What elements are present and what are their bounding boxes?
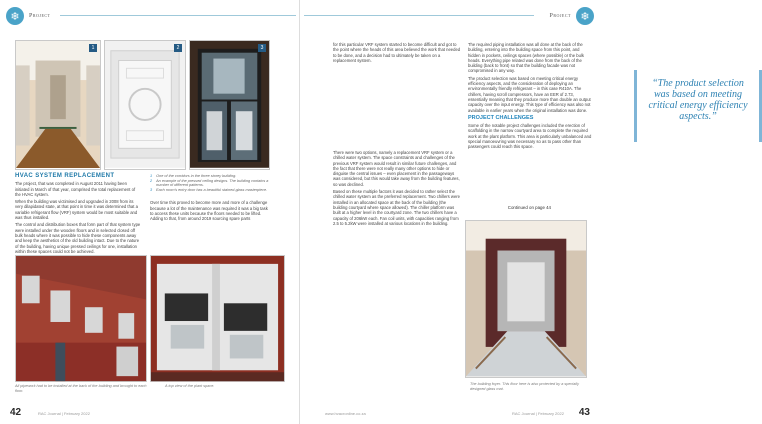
right-page — [300, 0, 748, 424]
caption-text-1: One of the corridors in the three storey building. — [156, 174, 237, 178]
left-para-2: When the building was victimised and upgraded in 2008 from its very dilapidated state, at that point in time it was determined that a variable refrigerant flow (VRF) system would be most suitable and was thus installed. — [15, 199, 138, 221]
left-para-1: The project, that was completed in August 2011 having been initiated in March of that year, comprised the total replacement of the HVAC system. — [15, 181, 136, 197]
caption-item-2: 2 An example of the pressed ceiling designs. The building contains a number of different patterns. — [150, 178, 269, 188]
caption-item-1: 1 One of the corridors in the three storey building. — [150, 174, 237, 178]
hvac-headline: HVAC SYSTEM REPLACEMENT — [15, 173, 115, 179]
footer-mid: www.hvacronline.co.za — [325, 411, 366, 416]
section-label-left: Project — [29, 13, 51, 19]
foyer-image — [466, 221, 586, 376]
right-para-1: The required piping installation was all done at the back of the building, entering into the building space from this point, and hidden in pockets, ceilings spaces (where possible) or the bulk heads. Everything pipe related was done from the back of the building (back to front) so that the building facade was not compromised in any way. — [468, 42, 584, 74]
plant-space-image — [151, 256, 284, 381]
foyer-caption: The building foyer. This floor here is also protected by a specially designed glass mat. — [470, 382, 579, 391]
project-challenges-heading: PROJECT CHALLENGES — [468, 114, 534, 121]
header-rule-right — [304, 15, 534, 16]
plant-space-photo — [150, 255, 285, 382]
continued-note: Continued on page 44 — [507, 205, 551, 210]
page-number-left: 42 — [10, 407, 22, 418]
brick-building-image — [16, 256, 146, 381]
corridor-photo — [15, 40, 101, 170]
left-para-4: Over time this proved to become more and more of a challenge because a lot of the maintenance was required it was a big task to access these units because the floors needed to be lifted. Adding to that, from around 2019 sourcing spare parts — [150, 200, 268, 222]
pull-quote: “The product selection was based on meeting critical energy efficiency aspects.” — [634, 70, 762, 142]
middle-column-text — [333, 150, 461, 226]
middle-para-1: for this particular VRF system started to become difficult and got to the point where the heads of this area believed the work that needed to be done, and a decision had to ultimately be taken on a replacement system. — [333, 42, 461, 63]
corridor-image — [16, 41, 100, 168]
snowflake-logo-icon: ❄ — [6, 7, 24, 25]
photo-number-2: 2 — [174, 44, 182, 52]
caption-item-3: 3 Each room's entry door has a beautiful stained-glass masterpiece. — [150, 187, 268, 192]
snowflake-logo-icon-right: ❄ — [576, 7, 594, 25]
bottom-left-caption: All pipework had to be installed at the back of the building and brought to each floor. — [15, 384, 147, 393]
header-rule-left — [60, 15, 296, 16]
right-header — [544, 6, 594, 26]
footer-left: RAC Journal | February 2022 — [38, 411, 90, 416]
left-para-3: The control and distribution boxes that form part of that system type were installed under the wooden floors and in selected closed off bulk heads where it was possible to hide these components away and keep the aesthetics of the old building intact. Due to the nature of the building, having unique pressed ceilings for one, installation within these spaces could not be achieved. — [15, 222, 141, 254]
footer-right: RAC Journal | February 2022 — [512, 411, 564, 416]
bottom-mid-caption: A top view of the plant space. — [165, 384, 215, 388]
right-para-3: Some of the notable project challenges included the erection of scaffolding in the narrow courtyard area to complete the required work at the plant platform. This area is particularly unbalanced and special manoeuvring was necessary so as to pass other than passengers could reach this space. — [468, 123, 592, 150]
right-para-2: The product selection was based on meeting critical energy efficiency aspects, and the consideration of deploying an environmentally friendly refrigerant – in this case R410A. The chillers, having scroll compressors, have an EER of 2.73, essentially meaning that they produce more than double an output capacity over the input energy. This type of efficiency was also not available in earlier years when the original installation was done. — [468, 75, 591, 113]
foyer-photo — [465, 220, 587, 378]
middle-column-top — [333, 42, 461, 63]
middle-para-3: Based on these multiple factors it was decided to rather select the chilled water system as the preferred replacement. Two chillers were installed in an allocated space at the back of the building (the building courtyard where space allowed). The chiller platform was built at a higher level in the courtyard zone. The two chillers have a capacity of 206kW each. Fan coil units, with capacities ranging from 2.5 to 5.2kW were installed at various locations in the building. — [333, 189, 460, 226]
left-header — [6, 6, 56, 26]
stained-glass-photo — [189, 40, 270, 170]
left-column-text — [15, 174, 141, 254]
middle-para-2: There were two options, namely a replacement VRF system or a chilled water system. The space constraints and challenges of the previous VRF system would result in similar future challenges, and the fact that there were not really many other options to hide or disguise the central issues – even placement in the passageways was considered, but this would take away from the building features, so was declined. — [333, 150, 460, 187]
brick-building-photo — [15, 255, 147, 382]
ceiling-image — [105, 41, 185, 168]
photo-number-3: 3 — [258, 44, 266, 52]
left-column-text-2 — [150, 174, 270, 222]
ceiling-photo — [104, 40, 186, 170]
photo-caption-list — [150, 174, 270, 192]
stained-glass-image — [190, 41, 269, 168]
right-column-text — [468, 42, 592, 150]
page-number-right: 43 — [578, 407, 590, 418]
left-page — [0, 0, 300, 424]
caption-text-2: An example of the pressed ceiling designs. The building contains a number of different patterns. — [156, 178, 269, 188]
photo-number-1: 1 — [89, 44, 97, 52]
section-label-right: Project — [549, 13, 571, 19]
caption-text-3: Each room's entry door has a beautiful stained-glass masterpiece. — [156, 187, 268, 192]
